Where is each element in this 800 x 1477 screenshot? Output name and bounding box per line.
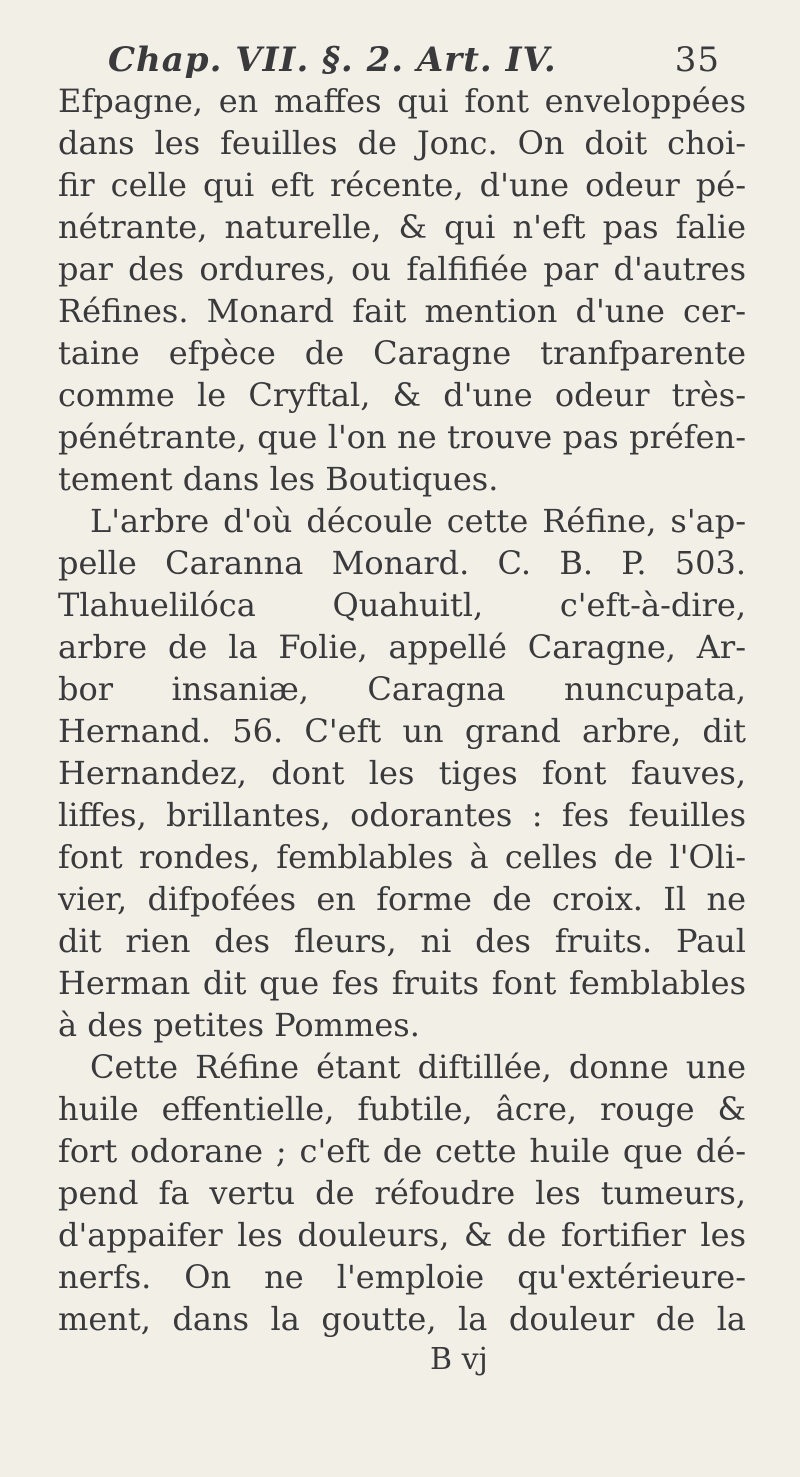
signature-mark: B vj	[430, 1342, 488, 1377]
text-line: pelle Caranna Monard. C. B. P. 503.	[58, 544, 746, 582]
text-line: dans les feuilles de Jonc. On doit choi-	[58, 124, 746, 162]
text-line: L'arbre d'où découle cette Réfine, s'ap-	[90, 502, 746, 540]
text-line: Hernand. 56. C'eft un grand arbre, dit	[58, 712, 746, 750]
text-line: Cette Réfine étant diftillée, donne une	[90, 1048, 746, 1086]
text-line: dit rien des fleurs, ni des fruits. Paul	[58, 922, 746, 960]
text-line: pénétrante, que l'on ne trouve pas préfen-	[58, 418, 746, 456]
text-line: font rondes, femblables à celles de l'Oli-	[58, 838, 746, 876]
text-line: tement dans les Boutiques.	[58, 460, 499, 498]
text-line: Hernandez, dont les tiges font fauves,	[58, 754, 746, 792]
text-line: par des ordures, ou falfifiée par d'autres	[58, 250, 746, 288]
text-line: nétrante, naturelle, & qui n'eft pas falie	[58, 208, 746, 246]
text-line: fort odorane ; c'eft de cette huile que dé-	[58, 1132, 746, 1170]
text-line: huile effentielle, fubtile, âcre, rouge &	[58, 1090, 746, 1128]
text-line: arbre de la Folie, appellé Caragne, Ar-	[58, 628, 746, 666]
text-line: vier, difpofées en forme de croix. Il ne	[58, 880, 746, 918]
running-head	[108, 40, 720, 80]
text-line: ment, dans la goutte, la douleur de la	[58, 1300, 746, 1338]
text-line: Réfines. Monard fait mention d'une cer-	[58, 292, 746, 330]
page-number: 35	[674, 40, 720, 80]
text-line: à des petites Pommes.	[58, 1006, 420, 1044]
text-line: taine efpèce de Caragne tranfparente	[58, 334, 746, 372]
running-head-text: Chap. VII. §. 2. Art. IV.	[108, 40, 557, 80]
text-line: Herman dit que fes fruits font femblables	[58, 964, 746, 1002]
text-line: Efpagne, en maffes qui font enveloppées	[58, 82, 746, 120]
text-line: liffes, brillantes, odorantes : fes feuilles	[58, 796, 746, 834]
text-line: comme le Cryftal, & d'une odeur très-	[58, 376, 746, 414]
text-line: pend fa vertu de réfoudre les tumeurs,	[58, 1174, 746, 1212]
text-line: Tlahuelilóca Quahuitl, c'eft-à-dire,	[58, 586, 746, 624]
text-line: d'appaifer les douleurs, & de fortifier les	[58, 1216, 746, 1254]
text-line: nerfs. On ne l'emploie qu'extérieure-	[58, 1258, 746, 1296]
text-line: bor insaniæ, Caragna nuncupata,	[58, 670, 746, 708]
text-line: fir celle qui eft récente, d'une odeur pé-	[58, 166, 746, 204]
